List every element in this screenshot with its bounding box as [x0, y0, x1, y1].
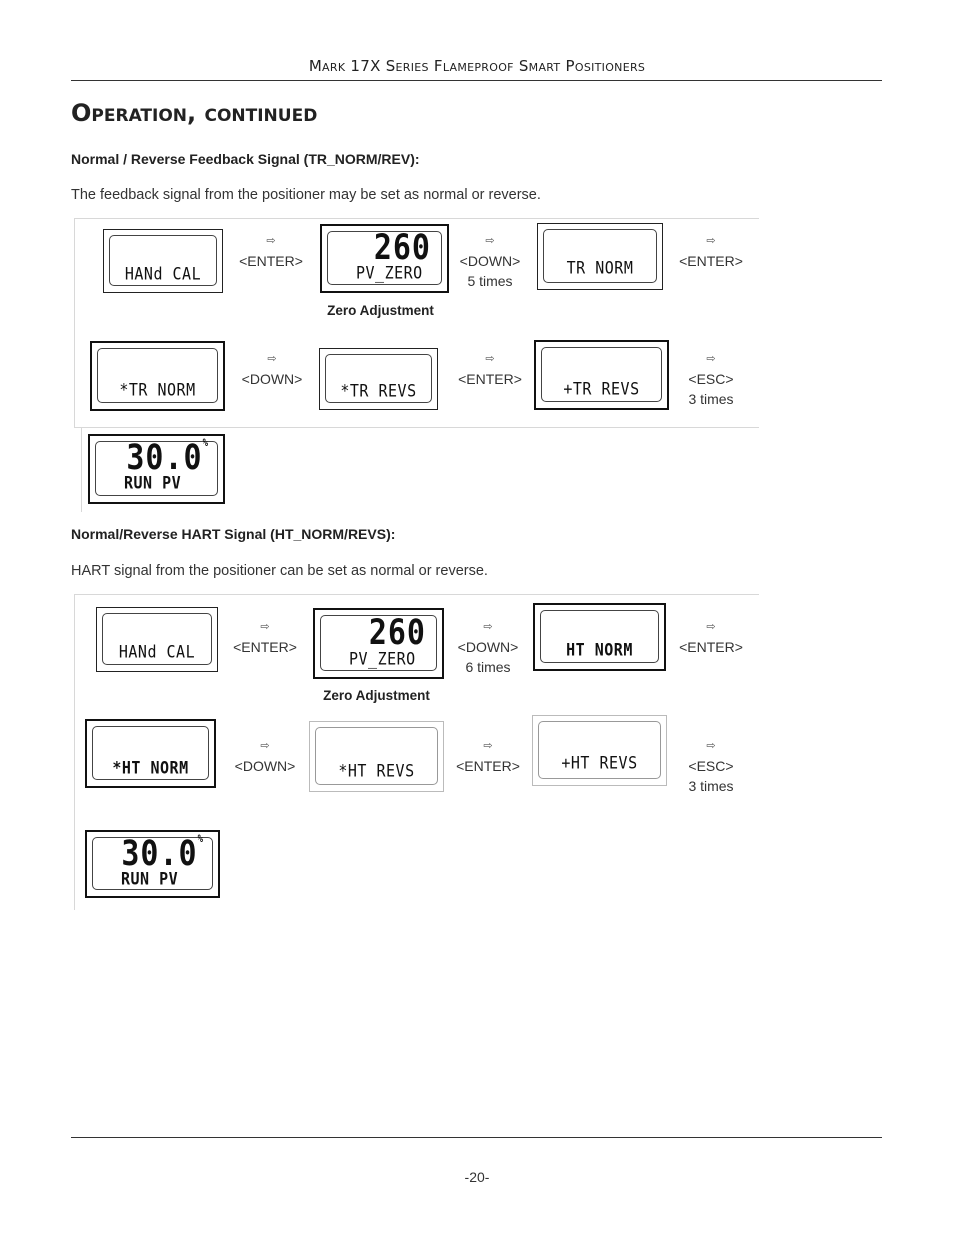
hart-description: HART signal from the positioner can be set as normal or reverse.	[71, 563, 488, 579]
lcd-run-pv	[85, 830, 220, 898]
lcd-text: PV_ZERO	[356, 262, 423, 284]
lcd-value	[126, 438, 209, 479]
footer-rule	[71, 1137, 882, 1138]
key-label: <ENTER>	[679, 253, 743, 269]
lcd-ht-norm	[533, 603, 666, 671]
lcd-text: PV_ZERO	[349, 648, 416, 670]
arrow-right-icon: ⇨	[266, 235, 276, 247]
lcd-text: HT NORM	[566, 639, 633, 661]
lcd-hand-cal	[103, 229, 223, 293]
lcd-plus-ht-revs	[532, 715, 667, 786]
arrow-right-icon: ⇨	[260, 740, 270, 752]
arrow-right-icon: ⇨	[260, 621, 270, 633]
lcd-text: HANd CAL	[118, 641, 196, 663]
lcd-run-pv	[88, 434, 225, 504]
key-repeat-note: 5 times	[467, 273, 513, 289]
lcd-text: HANd CAL	[124, 263, 202, 285]
key-enter	[672, 620, 750, 657]
percent-sign: %	[202, 438, 209, 450]
key-enter	[451, 352, 529, 389]
lcd-text: *HT REVS	[338, 760, 415, 782]
arrow-right-icon: ⇨	[267, 353, 277, 365]
key-down	[452, 234, 528, 291]
key-label: <ESC>	[688, 758, 734, 774]
lcd-star-tr-norm	[90, 341, 225, 411]
key-repeat-note: 3 times	[688, 778, 734, 794]
key-down	[233, 352, 311, 389]
lcd-text: *HT NORM	[112, 757, 189, 779]
section-title: Operation, continued	[71, 99, 318, 127]
running-header: Mark 17X Series Flameproof Smart Positioners	[308, 57, 646, 75]
lcd-star-ht-norm	[85, 719, 216, 788]
lcd-text: +HT REVS	[561, 752, 638, 774]
lcd-text: RUN PV	[124, 472, 182, 494]
lcd-text: *TR REVS	[340, 380, 417, 402]
lcd-value-number: 30.0	[126, 438, 203, 479]
hart-heading: Normal/Reverse HART Signal (HT_NORM/REVS):	[71, 526, 396, 542]
lcd-text: *TR NORM	[119, 379, 196, 401]
key-label: <ENTER>	[239, 253, 303, 269]
key-esc	[672, 352, 750, 409]
key-enter	[449, 739, 527, 776]
key-label: <ESC>	[688, 371, 734, 387]
arrow-right-icon: ⇨	[706, 740, 716, 752]
key-label: <DOWN>	[241, 371, 303, 387]
lcd-value: 260	[373, 228, 431, 269]
percent-sign: %	[197, 834, 204, 846]
lcd-value: 260	[368, 613, 426, 654]
key-label: <ENTER>	[679, 639, 743, 655]
lcd-text: TR NORM	[566, 257, 634, 279]
key-enter	[232, 234, 310, 271]
key-enter	[672, 234, 750, 271]
key-label: <ENTER>	[456, 758, 520, 774]
key-label: <DOWN>	[234, 758, 296, 774]
page-number: -20-	[464, 1169, 490, 1185]
key-repeat-note: 3 times	[688, 391, 734, 407]
key-down	[226, 739, 304, 776]
lcd-value	[121, 834, 204, 875]
key-esc	[672, 739, 750, 796]
lcd-plus-tr-revs	[534, 340, 669, 410]
arrow-right-icon: ⇨	[706, 353, 716, 365]
lcd-star-tr-revs	[319, 348, 438, 410]
zero-adjustment-caption: Zero Adjustment	[327, 303, 434, 318]
arrow-right-icon: ⇨	[485, 235, 495, 247]
lcd-pv-zero	[313, 608, 444, 679]
lcd-star-ht-revs	[309, 721, 444, 792]
key-label: <ENTER>	[458, 371, 522, 387]
zero-adjustment-caption: Zero Adjustment	[323, 688, 430, 703]
lcd-pv-zero	[320, 224, 449, 293]
arrow-right-icon: ⇨	[483, 740, 493, 752]
key-label: <DOWN>	[457, 639, 519, 655]
lcd-value-number: 30.0	[121, 834, 198, 875]
lcd-tr-norm	[537, 223, 663, 290]
key-label: <DOWN>	[459, 253, 521, 269]
key-down	[450, 620, 526, 677]
feedback-heading: Normal / Reverse Feedback Signal (TR_NORM/REV):	[71, 151, 420, 167]
lcd-hand-cal	[96, 607, 218, 672]
arrow-right-icon: ⇨	[485, 353, 495, 365]
key-repeat-note: 6 times	[465, 659, 511, 675]
lcd-text: +TR REVS	[563, 378, 640, 400]
feedback-description: The feedback signal from the positioner may be set as normal or reverse.	[71, 187, 541, 203]
key-enter	[226, 620, 304, 657]
arrow-right-icon: ⇨	[706, 621, 716, 633]
arrow-right-icon: ⇨	[483, 621, 493, 633]
key-label: <ENTER>	[233, 639, 297, 655]
lcd-text: RUN PV	[121, 868, 179, 890]
arrow-right-icon: ⇨	[706, 235, 716, 247]
header-rule	[71, 80, 882, 81]
